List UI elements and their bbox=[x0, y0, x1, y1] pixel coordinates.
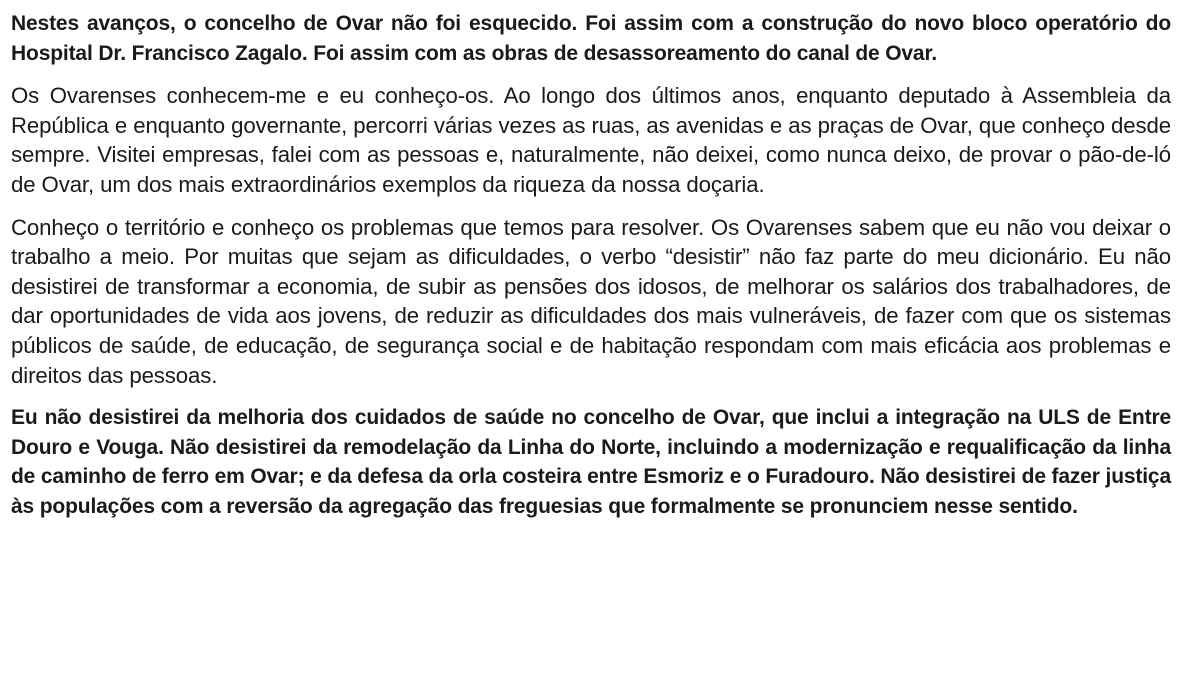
paragraph-not-giving-up: Conheço o território e conheço os problemas que temos para resolver. Os Ovarenses sabem que eu não vou deixar o trabalho a meio. Por muitas que sejam as dificuldades, o verbo “desistir” não faz parte do meu dicionário. Eu não desistirei de transformar a economia, de subir as pensões dos idosos, de melhorar os salários dos trabalhadores, de dar oportunidades de vida aos jovens, de reduzir as dificuldades dos mais vulneráveis, de fazer com que os sistemas públicos de saúde, de educação, de segurança social e de habitação respondam com mais eficácia aos problemas e direitos das pessoas. bbox=[11, 214, 1171, 388]
document-page bbox=[11, 9, 1171, 522]
paragraph-ovar-progress: Nestes avanços, o concelho de Ovar não foi esquecido. Foi assim com a construção do novo bloco operatório do Hospital Dr. Francisco Zagalo. Foi assim com as obras de desassoreamento do canal de Ovar. bbox=[11, 12, 1171, 65]
paragraph-spacer bbox=[11, 200, 1171, 213]
paragraph-commitments: Eu não desistirei da melhoria dos cuidados de saúde no concelho de Ovar, que inclui a integração na ULS de Entre Douro e Vouga. Não desistirei da remodelação da Linha do Norte, incluindo a modernização e requalificação da linha de caminho de ferro em Ovar; e da defesa da orla costeira entre Esmoriz e o Furadouro. Não desistirei de fazer justiça às populações com a reversão da agregação das freguesias que formalmente se pronunciem nesse sentido. bbox=[11, 406, 1171, 518]
paragraph-spacer bbox=[11, 390, 1171, 403]
paragraph-spacer bbox=[11, 68, 1171, 81]
paragraph-knowing-ovar: Os Ovarenses conhecem-me e eu conheço-os. Ao longo dos últimos anos, enquanto deputado à Assembleia da República e enquanto governante, percorri várias vezes as ruas, as avenidas e as praças de Ovar, que conheço desde sempre. Visitei empresas, falei com as pessoas e, naturalmente, não deixei, como nunca deixo, de provar o pão-de-ló de Ovar, um dos mais extraordinários exemplos da riqueza da nossa doçaria. bbox=[11, 83, 1171, 197]
